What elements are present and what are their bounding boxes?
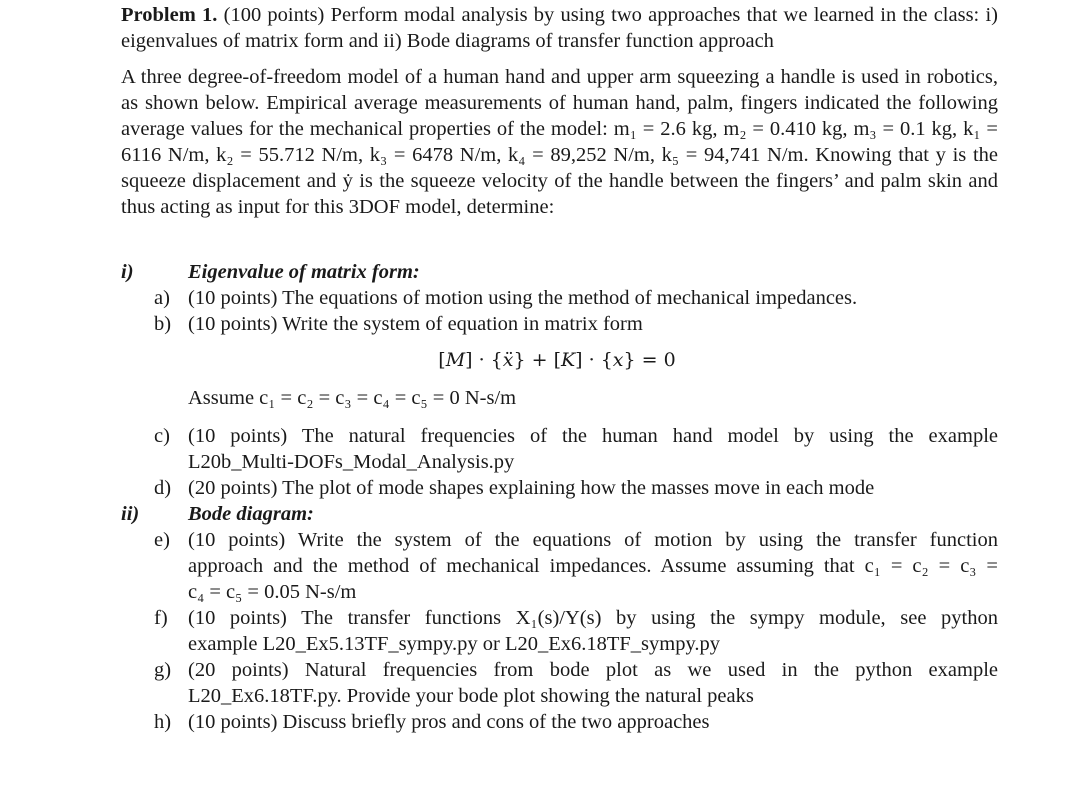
item-b-letter: b) (154, 313, 172, 335)
damping-assumption: Assume c₁ = c₂ = c₃ = c₄ = c₅ = 0 N-s/m (188, 387, 517, 409)
item-h-letter: h) (154, 711, 172, 733)
item-c-line-2: L20b_Multi-DOFs_Modal_Analysis.py (188, 451, 515, 473)
item-f-letter: f) (154, 607, 168, 629)
problem-title: Problem 1. (121, 4, 218, 26)
item-d-letter: d) (154, 477, 172, 499)
item-e-line-3: c₄ = c₅ = 0.05 N-s/m (188, 581, 357, 603)
item-a-letter: a) (154, 287, 170, 309)
section-i-numeral: i) (121, 261, 134, 283)
section-ii-heading: Bode diagram: (188, 503, 314, 525)
item-e-line-2: approach and the method of mechanical impedances. Assume assuming that c₁ = c₂ = c₃ = (188, 555, 998, 577)
item-c-letter: c) (154, 425, 170, 447)
problem-intro-paragraph (121, 2, 998, 54)
item-a-text: (10 points) The equations of motion using the method of mechanical impedances. (188, 287, 858, 309)
item-c-line-1: (10 points) The natural frequencies of the human hand model by using the example (188, 425, 998, 447)
section-ii-numeral: ii) (121, 503, 140, 525)
item-f-line-2: example L20_Ex5.13TF_sympy.py or L20_Ex6.18TF_sympy.py (188, 633, 721, 655)
item-e-line-1: (10 points) Write the system of the equations of motion by using the transfer function (188, 529, 998, 551)
item-h-text: (10 points) Discuss briefly pros and cons of the two approaches (188, 711, 710, 733)
item-f-line-1: (10 points) The transfer functions X₁(s)/Y(s) by using the sympy module, see python (188, 607, 998, 629)
item-d-text: (20 points) The plot of mode shapes explaining how the masses move in each mode (188, 477, 875, 499)
problem-description: A three degree-of-freedom model of a human hand and upper arm squeezing a handle is used in robotics, as shown below. Empirical average measurements of human hand, palm, fingers indicated the following average values for the mechanical properties of the model: m₁ = 2.6 kg, m₂ = 0.410 kg, m₃ = 0.1 kg, k₁ = 6116 N/m, k₂ = 55.712 N/m, k₃ = 6478 N/m, k₄ = 89,252 N/m, k₅ = 94,741 N/m. Knowing that y is the squeeze displacement and ẏ is the squeeze velocity of the handle between the fingers’ and palm skin and thus acting as input for this 3DOF model, determine: (121, 66, 998, 218)
matrix-equation: [𝑀] · {𝑥̈} + [𝐾] · {𝑥} = 0 (438, 349, 676, 371)
problem-intro: (100 points) Perform modal analysis by using two approaches that we learned in the class: i) eigenvalues of matrix form and ii) Bode diagrams of transfer function approach (121, 4, 999, 52)
item-g-line-2: L20_Ex6.18TF.py. Provide your bode plot showing the natural peaks (188, 685, 754, 707)
item-e-letter: e) (154, 529, 170, 551)
section-i-heading: Eigenvalue of matrix form: (188, 261, 420, 283)
item-g-line-1: (20 points) Natural frequencies from bode plot as we used in the python example (188, 659, 998, 681)
item-b-text: (10 points) Write the system of equation in matrix form (188, 313, 643, 335)
item-g-letter: g) (154, 659, 172, 681)
